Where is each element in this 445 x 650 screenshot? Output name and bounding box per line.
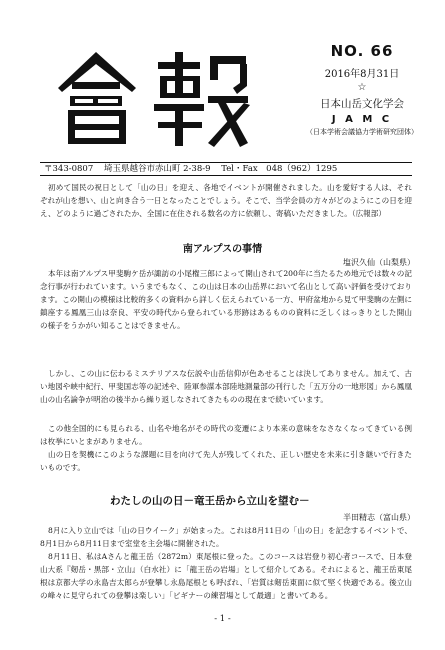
article-paragraph: 8月に入り立山では「山の日ウイーク」が始まった。これは8月11日の「山の日」を記念するイベントで、8月1日から8月11日まで室堂を主会場に開催された。 (40, 526, 412, 548)
newsletter-title-logo (48, 48, 253, 148)
organization-abbreviation: J A M C (331, 114, 393, 125)
tel-fax: Tel・Fax 048（962）1295 (221, 164, 338, 174)
address-line (44, 164, 412, 174)
postal-code: 〒343-0807 (44, 164, 94, 174)
page-number: - 1 - (214, 614, 231, 624)
address-location: 埼玉県越谷市赤山町 2-38-9 (103, 164, 211, 174)
organization-name: 日本山岳文化学会 (320, 98, 404, 110)
issue-date: 2016年8月31日 (324, 69, 400, 80)
star-icon: ☆ (357, 82, 367, 93)
article-title: 南アルプスの事情 (182, 244, 263, 255)
article-author: 塩沢久仙（山梨県） (343, 258, 415, 267)
article-paragraph: この他全国的にも見られる、山名や地名がその時代の変遷により本来の意味をなさなくなってきている例は枚挙にいとまがありません。 (40, 424, 412, 446)
issue-info (302, 42, 422, 137)
article-author: 半田精志（富山県） (343, 513, 415, 522)
article-paragraph: しかし、この山に伝わるミステリアスな伝説や山岳信仰が色あせることは決してありません。加えて、古い地図や峡中紀行、甲斐国志等の記述や、陸軍参謀本部陸地測量部の刊行した「五万分の一地形図」から鳳凰山の山名論争が明治の後半から繰り返しなされてきたものの現在まで続いています。 (40, 369, 412, 404)
masthead (40, 38, 418, 153)
article-paragraph: 8月11日、私はAさんと龍王岳（2872m）東尾根に登った。このコースは岩登り初心者コースで、日本登山大系『剱岳・黒部・立山』（白水社）に「龍王岳の岩場」として紹介してある。それによると、龍王岳東尾根は京都大学の永島吉太郎らが登攀し永島尾根とも呼ばれ、「岩質は剱岳東面に似て堅く快適である。後立山の峰々に見守られての登攀は楽しい」「ビギナーの練習場として最適」と書いてある。 (40, 552, 412, 600)
header-rule-top (40, 162, 412, 163)
article-paragraph: 本年は南アルプス甲斐駒ケ岳が諏訪の小尾権三郎によって開山されて200年に当たるため地元では数々の記念行事が行われています。いうまでもなく、この山は日本の山岳界において名山として高い評価を受けております。この開山の模様は比較的多くの資料から詳しく伝えられている一方、甲府盆地から見て甲斐駒の左側に鎮座する鳳凰三山は奈良、平安の時代から登られている形跡はあるものの資料に乏しくはっきりとした開山の様子をうかがい知ることはできません。 (40, 269, 412, 330)
organization-affiliation: （日本学術会議協力学術研究団体） (306, 128, 418, 136)
issue-number: NO. 66 (330, 42, 394, 60)
article-title: わたしの山の日－竜王岳から立山を望む－ (110, 495, 310, 507)
article-paragraph: 山の日を契機にこのような課題に目を向けて先人が残してくれた、正しい歴史を未来に引き継いで行きたいものです。 (40, 450, 412, 472)
header-rule-bottom (40, 175, 412, 176)
intro-paragraph: 初めて国民の祝日として「山の日」を迎え、各地でイベントが開催されました。山を愛好する人は、それぞれが山を想い、山と向き合う一日となったことでしょう。そこで、当学会員の方々がどのようにこの日を迎え、どのように過ごされたか、全国に在住される数名の方に依頼し、寄稿いただきました。（広報部） (40, 183, 412, 218)
